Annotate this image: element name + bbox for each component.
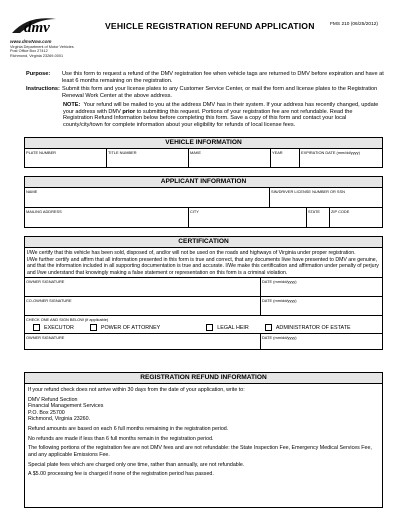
- purpose-text: Use this form to request a refund of the DMV registration fee when vehicle tags are returned to DMV before expiration and have at least 6 months remaining on the registration.: [62, 71, 384, 84]
- owner-signature-field[interactable]: OWNER SIGNATURE: [25, 278, 261, 296]
- dmv-logo: [10, 13, 72, 39]
- refund-heading: REGISTRATION REFUND INFORMATION: [25, 373, 382, 384]
- certification-para-2: I/We further certify and affirm that all information presented in this form is true and correct, that any documents I/we have presented to DMV are genuine, and that the information included in all supporting documentation is true and accurate. I/We make this certification and affirmation under penalty of perjury and I/we understand that knowingly making a false statement or representation on this form is a criminal violation.: [27, 257, 379, 276]
- refund-para: A $5.00 processing fee is charged if none of the registration period has passed.: [28, 471, 214, 478]
- refund-address: DMV Refund Section Financial Management Services P.O. Box 25700 Richmond, Virginia 23260.: [28, 396, 104, 423]
- date-field-3[interactable]: DATE (mm/dd/yyyy): [262, 334, 297, 340]
- vehicle-section: [24, 137, 383, 168]
- legal-heir-option[interactable]: LEGAL HEIR: [204, 324, 249, 331]
- note: [63, 102, 383, 128]
- vehicle-heading: VEHICLE INFORMATION: [25, 138, 382, 149]
- role-options: [25, 323, 382, 333]
- refund-para: Special plate fees which are charged only one time, rather than annually, are not refundable.: [28, 461, 245, 468]
- certification-heading: CERTIFICATION: [25, 237, 382, 248]
- applicant-heading: APPLICANT INFORMATION: [25, 177, 382, 188]
- refund-para: The following portions of the registration fee are not DMV fees and are not refundable: the State Inspection Fee, Emergency Medical Services Fee, and any applicable Emissions Fee.: [28, 445, 372, 458]
- make-field[interactable]: MAKE: [189, 149, 271, 167]
- refund-para: No refunds are made if less than 6 full months remain in the registration period.: [28, 435, 214, 442]
- instructions-row: [26, 86, 386, 99]
- checkbox[interactable]: [90, 324, 97, 331]
- name-field[interactable]: NAME: [25, 188, 270, 207]
- expiration-date-field[interactable]: EXPIRATION DATE (mm/dd/yyyy): [301, 150, 360, 155]
- certification-section: [24, 236, 383, 350]
- refund-para: If your refund check does not arrive within 30 days from the date of your application, write to:: [28, 387, 245, 393]
- coowner-date-field[interactable]: DATE (mm/dd/yyyy): [262, 297, 297, 303]
- form-title: VEHICLE REGISTRATION REFUND APPLICATION: [105, 21, 315, 31]
- form-number: FMS 210 (06/25/2012): [330, 22, 378, 27]
- check-one-label: CHECK ONE AND SIGN BELOW (if applicable): [26, 316, 109, 322]
- purpose-label: Purpose:: [26, 71, 51, 77]
- executor-option[interactable]: EXECUTOR: [31, 324, 74, 331]
- applicant-section: [24, 176, 383, 228]
- city-field[interactable]: CITY: [189, 208, 307, 227]
- coowner-signature-field[interactable]: CO-OWNER SIGNATURE: [25, 297, 261, 315]
- note-prior: prior: [122, 108, 136, 115]
- note-text: Your refund will be mailed to you at the address DMV has in their system. If your address has recently changed, update your address with DMV: [63, 102, 379, 115]
- instructions-label: Instructions:: [26, 86, 60, 92]
- agency-address: [10, 40, 90, 58]
- note-text: to submitting this request. Portions of your registration fee are not refundable. Read the Registration Refund Information below before completing this form. Save a copy of this form and contact your local county/city/town for complete information about your eligibility for refunds of local license fees.: [63, 108, 353, 128]
- owner-signature-field-2[interactable]: OWNER SIGNATURE: [25, 334, 261, 349]
- instructions-text: Submit this form and your license plates to any Customer Service Center, or mail the form and license plates to the Registration Renewal Work Center at the above address.: [62, 86, 378, 99]
- certification-para-1: I/We certify that this vehicle has been sold, disposed of, and/or will not be used on the roads and highways of Virginia under proper registration.: [27, 250, 356, 256]
- refund-para: Refund amounts are based on each 6 full months remaining in the registration period.: [28, 425, 229, 432]
- owner-date-field[interactable]: DATE (mm/dd/yyyy): [262, 278, 297, 284]
- logo-url[interactable]: www.dmvNow.com: [10, 39, 52, 44]
- year-field[interactable]: YEAR: [271, 149, 300, 167]
- purpose-row: [26, 71, 386, 84]
- refund-section: [24, 372, 383, 508]
- title-number-field[interactable]: TITLE NUMBER: [107, 149, 189, 167]
- agency-line: Virginia Department of Motor Vehicles: [10, 44, 74, 49]
- zip-code-field[interactable]: ZIP CODE: [331, 209, 350, 214]
- logo-text: dmv: [24, 20, 50, 36]
- mailing-address-field[interactable]: MAILING ADDRESS: [25, 208, 189, 227]
- checkbox[interactable]: [33, 324, 40, 331]
- plate-number-field[interactable]: PLATE NUMBER: [25, 149, 107, 167]
- checkbox[interactable]: [265, 324, 272, 331]
- checkbox[interactable]: [206, 324, 213, 331]
- license-ssn-field[interactable]: SIN/DRIVER LICENSE NUMBER OR SSN: [271, 189, 345, 194]
- administrator-option[interactable]: ADMINISTRATOR OF ESTATE: [263, 324, 351, 331]
- state-field[interactable]: STATE: [307, 208, 330, 227]
- agency-line: Richmond, Virginia 23269-0001: [10, 53, 64, 58]
- power-of-attorney-option[interactable]: POWER OF ATTORNEY: [88, 324, 160, 331]
- agency-line: Post Office Box 27412: [10, 49, 48, 54]
- note-label: NOTE:: [63, 102, 81, 108]
